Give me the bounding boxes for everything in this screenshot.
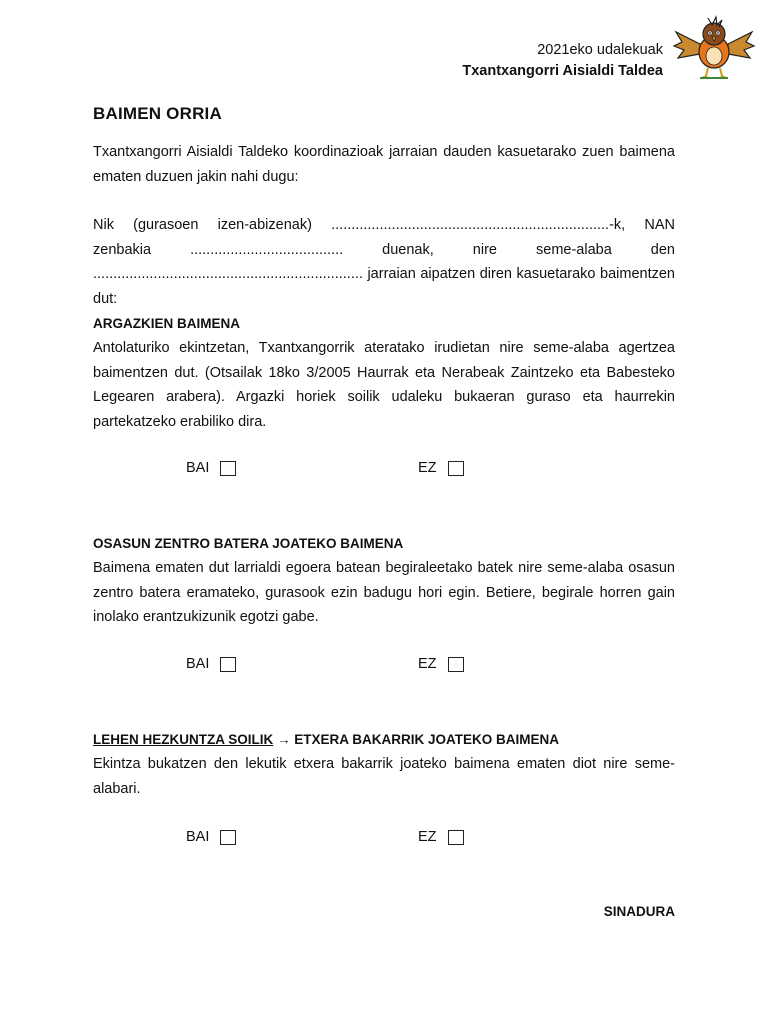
home-yes-option[interactable]	[186, 829, 236, 845]
section-health-text: Baimena ematen dut larrialdi egoera batean begiraleetako batek nire seme-alaba osasun zentro batera eramateko, gurasook ezin badugu hori egin. Betiere, begirale horren gain inolako erantzukizunik egotzi gabe.	[93, 560, 675, 626]
section-health-heading: OSASUN ZENTRO BATERA JOATEKO BAIMENA	[93, 536, 404, 551]
section-home-options	[186, 829, 486, 851]
section-home-heading	[93, 732, 559, 747]
section-health-options	[186, 656, 486, 678]
home-yes-checkbox[interactable]	[220, 830, 236, 845]
signature-label: SINADURA	[603, 904, 675, 919]
header-event: 2021eko udalekuak	[537, 42, 663, 58]
section-home-heading-rest: → ETXERA BAKARRIK JOATEKO BAIMENA	[273, 732, 560, 747]
health-no-checkbox[interactable]	[448, 657, 464, 672]
health-no-option[interactable]	[418, 656, 464, 672]
section-home-heading-underlined: LEHEN HEZKUNTZA SOILIK	[93, 732, 274, 747]
robin-logo	[672, 14, 756, 82]
header-org: Txantxangorri Aisialdi Taldea	[462, 63, 663, 79]
home-no-checkbox[interactable]	[448, 830, 464, 845]
health-yes-label: BAI	[186, 656, 210, 672]
health-yes-checkbox[interactable]	[220, 657, 236, 672]
consent-text: Nik (gurasoen izen-abizenak) .....................................................................-k, NAN zenbakia ...................................... duenak, nire seme-alaba den ................................................................... jarraian aipatzen diren kasuetarako baimentzen dut:	[93, 217, 675, 307]
photos-yes-checkbox[interactable]	[220, 461, 236, 476]
photos-no-checkbox[interactable]	[448, 461, 464, 476]
header	[462, 40, 663, 82]
intro-text: Txantxangorri Aisialdi Taldeko koordinazioak jarraian dauden kasuetarako zuen baimena ematen duzuen jakin nahi dugu:	[93, 144, 675, 185]
page-title: BAIMEN ORRIA	[93, 104, 222, 123]
home-no-option[interactable]	[418, 829, 464, 845]
photos-no-option[interactable]	[418, 460, 464, 476]
health-no-label: EZ	[418, 656, 437, 672]
health-yes-option[interactable]	[186, 656, 236, 672]
section-photos-heading: ARGAZKIEN BAIMENA	[93, 316, 240, 331]
photos-yes-option[interactable]	[186, 460, 236, 476]
section-photos-text: Antolaturiko ekintzetan, Txantxangorrik ateratako irudietan nire seme-alaba agertzea baimentzen dut. (Otsailak 18ko 3/2005 Haurrak eta Nerabeak Zaintzeko eta Babesteko Legearen arabera). Argazki horiek soilik udaleku bukaeran guraso eta haurrekin partekatzeko erabiliko dira.	[93, 340, 675, 430]
photos-yes-label: BAI	[186, 460, 210, 476]
section-photos-options	[186, 460, 486, 482]
section-home-text: Ekintza bukatzen den lekutik etxera bakarrik joateko baimena ematen diot nire seme-alabari.	[93, 756, 675, 797]
home-yes-label: BAI	[186, 829, 210, 845]
home-no-label: EZ	[418, 829, 437, 845]
photos-no-label: EZ	[418, 460, 437, 476]
